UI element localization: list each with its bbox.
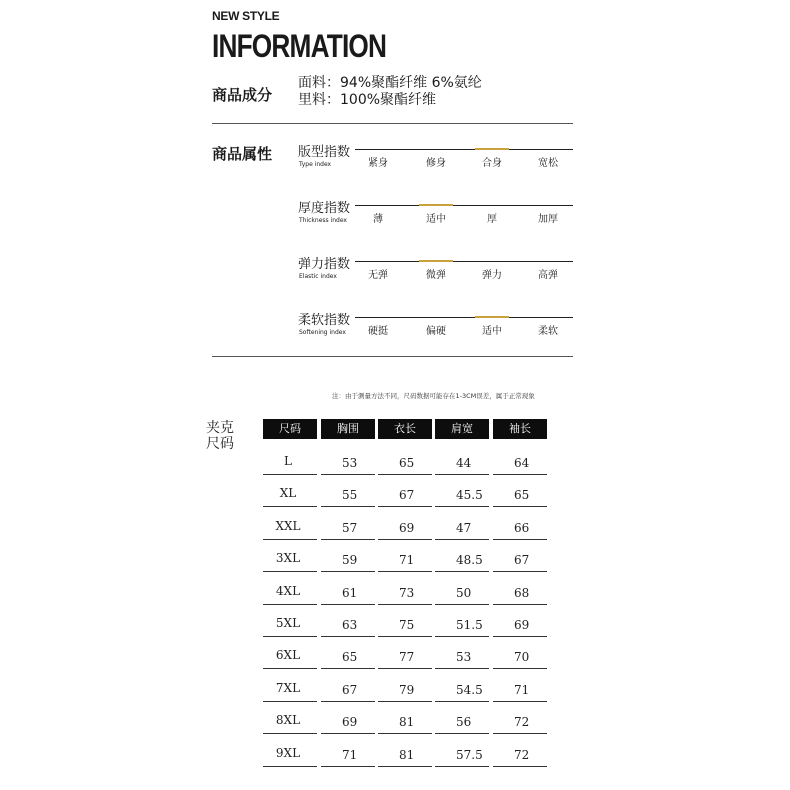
- table-cell: 8XL: [275, 713, 301, 727]
- table-cell-underline: [263, 571, 317, 572]
- table-cell-underline: [378, 668, 432, 669]
- table-cell-underline: [378, 506, 432, 507]
- table-cell-underline: [493, 766, 547, 767]
- table-cell: 75: [399, 618, 415, 632]
- table-cell: 65: [399, 456, 415, 470]
- table-cell: 57.5: [456, 748, 483, 762]
- size-table-label-line1: 夹克: [206, 420, 234, 436]
- table-cell-underline: [321, 571, 375, 572]
- table-cell: 45.5: [456, 488, 483, 502]
- table-cell-underline: [321, 668, 375, 669]
- table-cell: 70: [514, 650, 530, 664]
- table-cell-underline: [263, 539, 317, 540]
- table-cell: 48.5: [456, 553, 483, 567]
- table-cell-underline: [263, 604, 317, 605]
- table-cell: 81: [399, 715, 415, 729]
- table-cell: 44: [456, 456, 472, 470]
- attribute-scale-line: [355, 317, 573, 318]
- table-cell-underline: [263, 733, 317, 734]
- table-cell: 50: [456, 586, 472, 600]
- table-cell-underline: [493, 604, 547, 605]
- table-cell: 6XL: [275, 648, 301, 662]
- table-cell: 51.5: [456, 618, 483, 632]
- attribute-name-en: Type index: [299, 161, 332, 168]
- lining-composition: 里料：100%聚酯纤维: [298, 92, 437, 108]
- table-cell: 63: [342, 618, 358, 632]
- table-cell-underline: [435, 668, 489, 669]
- table-cell-underline: [378, 766, 432, 767]
- table-cell: 81: [399, 748, 415, 762]
- table-cell: XL: [279, 486, 297, 500]
- table-cell-underline: [493, 474, 547, 475]
- attribute-option: 宽松: [538, 158, 558, 169]
- table-cell-underline: [321, 701, 375, 702]
- composition-label: 商品成分: [212, 86, 273, 104]
- divider-top: [212, 123, 573, 124]
- table-cell: 69: [399, 521, 415, 535]
- table-cell: 79: [399, 683, 415, 697]
- table-cell-underline: [263, 474, 317, 475]
- attribute-selected-marker: [475, 316, 509, 318]
- size-table-label-line2: 尺码: [206, 436, 234, 452]
- table-cell-underline: [435, 474, 489, 475]
- table-cell-underline: [321, 506, 375, 507]
- attribute-name-en: Thickness index: [299, 217, 347, 224]
- table-cell-underline: [378, 636, 432, 637]
- attribute-name-en: Softening index: [299, 329, 346, 336]
- table-cell: 5XL: [275, 616, 301, 630]
- table-cell-underline: [493, 636, 547, 637]
- page-title: INFORMATION: [212, 28, 387, 64]
- attribute-option: 修身: [426, 158, 446, 169]
- measurement-note: 注：由于测量方法不同，尺码数据可能存在1-3CM误差，属于正常现象: [332, 392, 535, 400]
- attribute-scale-line: [355, 261, 573, 262]
- table-cell: 72: [514, 715, 530, 729]
- table-cell: XXL: [275, 519, 301, 533]
- table-cell-underline: [435, 539, 489, 540]
- table-header-cell: 肩宽: [435, 419, 489, 439]
- table-cell: 67: [342, 683, 358, 697]
- table-cell-underline: [435, 571, 489, 572]
- table-cell: 71: [342, 748, 358, 762]
- table-cell-underline: [263, 701, 317, 702]
- attribute-option: 微弹: [426, 270, 446, 281]
- table-cell-underline: [321, 474, 375, 475]
- table-cell: 72: [514, 748, 530, 762]
- table-cell-underline: [493, 571, 547, 572]
- table-cell-underline: [378, 701, 432, 702]
- table-cell-underline: [263, 668, 317, 669]
- table-cell-underline: [378, 571, 432, 572]
- table-cell-underline: [435, 766, 489, 767]
- table-cell: 68: [514, 586, 530, 600]
- table-cell-underline: [435, 506, 489, 507]
- attribute-name-en: Elastic index: [299, 273, 337, 280]
- table-cell-underline: [493, 733, 547, 734]
- attribute-option: 柔软: [538, 326, 558, 337]
- table-cell: L: [284, 454, 292, 468]
- attribute-option: 硬挺: [368, 326, 388, 337]
- table-cell-underline: [321, 604, 375, 605]
- table-cell-underline: [378, 604, 432, 605]
- table-cell: 7XL: [275, 681, 301, 695]
- table-cell-underline: [321, 636, 375, 637]
- tagline: NEW STYLE: [212, 9, 280, 23]
- table-cell-underline: [493, 701, 547, 702]
- table-cell: 66: [514, 521, 530, 535]
- attribute-option: 薄: [373, 214, 383, 225]
- table-cell-underline: [435, 636, 489, 637]
- attribute-option: 高弹: [538, 270, 558, 281]
- table-cell-underline: [263, 766, 317, 767]
- attribute-option: 无弹: [368, 270, 388, 281]
- table-cell-underline: [378, 474, 432, 475]
- table-cell: 53: [456, 650, 472, 664]
- table-cell: 4XL: [275, 584, 301, 598]
- table-cell-underline: [321, 733, 375, 734]
- attribute-option: 紧身: [368, 158, 388, 169]
- table-cell: 71: [399, 553, 415, 567]
- table-cell-underline: [435, 604, 489, 605]
- attribute-option: 适中: [426, 214, 446, 225]
- attribute-option: 弹力: [482, 270, 502, 281]
- table-cell-underline: [493, 539, 547, 540]
- fabric-composition: 面料：94%聚酯纤维 6%氨纶: [298, 75, 482, 91]
- table-cell: 57: [342, 521, 358, 535]
- table-cell: 67: [399, 488, 415, 502]
- table-cell: 69: [342, 715, 358, 729]
- table-cell: 61: [342, 586, 358, 600]
- table-cell: 3XL: [275, 551, 301, 565]
- attributes-label: 商品属性: [212, 145, 273, 163]
- table-cell: 69: [514, 618, 530, 632]
- table-cell-underline: [493, 506, 547, 507]
- table-header-cell: 胸围: [321, 419, 375, 439]
- table-cell-underline: [321, 539, 375, 540]
- table-cell: 65: [342, 650, 358, 664]
- attribute-option: 合身: [482, 158, 502, 169]
- attribute-selected-marker: [475, 148, 509, 150]
- table-cell-underline: [493, 668, 547, 669]
- divider-bottom: [212, 356, 573, 357]
- attribute-scale-line: [355, 205, 573, 206]
- table-cell-underline: [378, 539, 432, 540]
- attribute-name: 厚度指数: [298, 201, 351, 216]
- attribute-option: 加厚: [538, 214, 558, 225]
- attribute-selected-marker: [419, 260, 453, 262]
- table-cell-underline: [263, 506, 317, 507]
- attribute-name: 弹力指数: [298, 257, 351, 272]
- table-header-cell: 袖长: [493, 419, 547, 439]
- attribute-selected-marker: [419, 204, 453, 206]
- table-cell: 54.5: [456, 683, 483, 697]
- table-cell: 67: [514, 553, 530, 567]
- table-header-cell: 衣长: [378, 419, 432, 439]
- table-cell: 47: [456, 521, 472, 535]
- table-cell: 56: [456, 715, 472, 729]
- table-cell-underline: [378, 733, 432, 734]
- table-cell: 9XL: [275, 746, 301, 760]
- table-cell-underline: [321, 766, 375, 767]
- table-cell: 73: [399, 586, 415, 600]
- attribute-name: 版型指数: [298, 145, 351, 160]
- table-cell: 64: [514, 456, 530, 470]
- table-cell: 77: [399, 650, 415, 664]
- attribute-name: 柔软指数: [298, 313, 351, 328]
- table-cell-underline: [263, 636, 317, 637]
- table-cell: 55: [342, 488, 358, 502]
- table-cell-underline: [435, 733, 489, 734]
- attribute-option: 厚: [487, 214, 497, 225]
- table-cell-underline: [435, 701, 489, 702]
- attribute-option: 偏硬: [426, 326, 446, 337]
- table-cell: 65: [514, 488, 530, 502]
- table-cell: 53: [342, 456, 358, 470]
- attribute-option: 适中: [482, 326, 502, 337]
- table-cell: 71: [514, 683, 530, 697]
- attribute-scale-line: [355, 149, 573, 150]
- table-header-cell: 尺码: [263, 419, 317, 439]
- table-cell: 59: [342, 553, 358, 567]
